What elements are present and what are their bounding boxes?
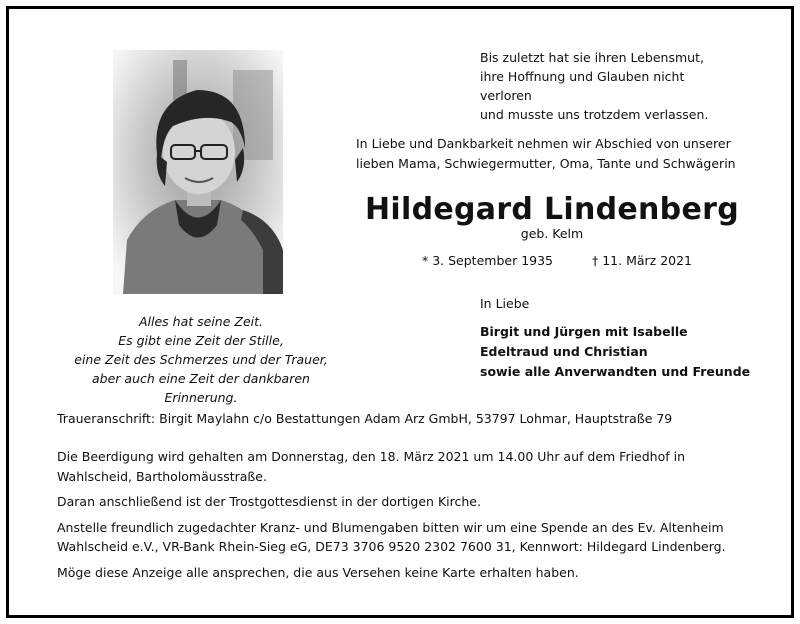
mourning-address: Traueranschrift: Birgit Maylahn c/o Bestattungen Adam Arz GmbH, 53797 Lohmar, Hauptstraße 79	[57, 411, 673, 426]
mourner-line: Birgit und Jürgen mit Isabelle	[480, 324, 688, 339]
motto-line: ihre Hoffnung und Glauben nicht verloren	[480, 69, 685, 103]
portrait-photo	[113, 50, 283, 294]
quote-line: Es gibt eine Zeit der Stille,	[118, 333, 284, 348]
motto-line: Bis zuletzt hat sie ihren Lebensmut,	[480, 50, 704, 65]
detail-paragraph: Die Beerdigung wird gehalten am Donnerstag, den 18. März 2021 um 14.00 Uhr auf dem Friedhof in Wahlscheid, Bartholomäusstraße.	[57, 449, 686, 484]
maiden-name: geb. Kelm	[520, 226, 584, 241]
mourners-intro: In Liebe	[480, 296, 530, 311]
quote-line: Alles hat seine Zeit.	[139, 314, 263, 329]
detail-paragraph: Möge diese Anzeige alle ansprechen, die aus Versehen keine Karte erhalten haben.	[57, 564, 579, 580]
quote	[55, 312, 347, 407]
deceased-name: Hildegard Lindenberg	[365, 192, 739, 227]
quote-line: eine Zeit des Schmerzes und der Trauer,	[74, 352, 328, 367]
motto-line: und musste uns trotzdem verlassen.	[480, 107, 709, 122]
mourners-list	[480, 322, 750, 382]
detail-paragraph: Daran anschließend ist der Trostgottesdienst in der dortigen Kirche.	[57, 494, 481, 509]
birth-date: * 3. September 1935	[422, 253, 553, 268]
intro-line: In Liebe und Dankbarkeit nehmen wir Abschied von unserer	[356, 136, 731, 151]
death-date: † 11. März 2021	[592, 253, 693, 268]
detail-paragraph: Anstelle freundlich zugedachter Kranz- und Blumengaben bitten wir um eine Spende an des Ev. Altenheim Wahlscheid e.V., VR-Bank Rhein-Sieg eG, DE73 3706 9520 2302 7600 31, Kennwort: Hildegard Lindenberg.	[57, 519, 726, 554]
intro-line: lieben Mama, Schwiegermutter, Oma, Tante und Schwägerin	[356, 156, 736, 171]
quote-line: aber auch eine Zeit der dankbaren Erinnerung.	[92, 371, 310, 405]
funeral-details	[57, 447, 747, 588]
mourner-line: sowie alle Anverwandten und Freunde	[480, 364, 751, 379]
mourner-line: Edeltraud und Christian	[480, 344, 648, 359]
farewell-intro	[356, 134, 748, 174]
